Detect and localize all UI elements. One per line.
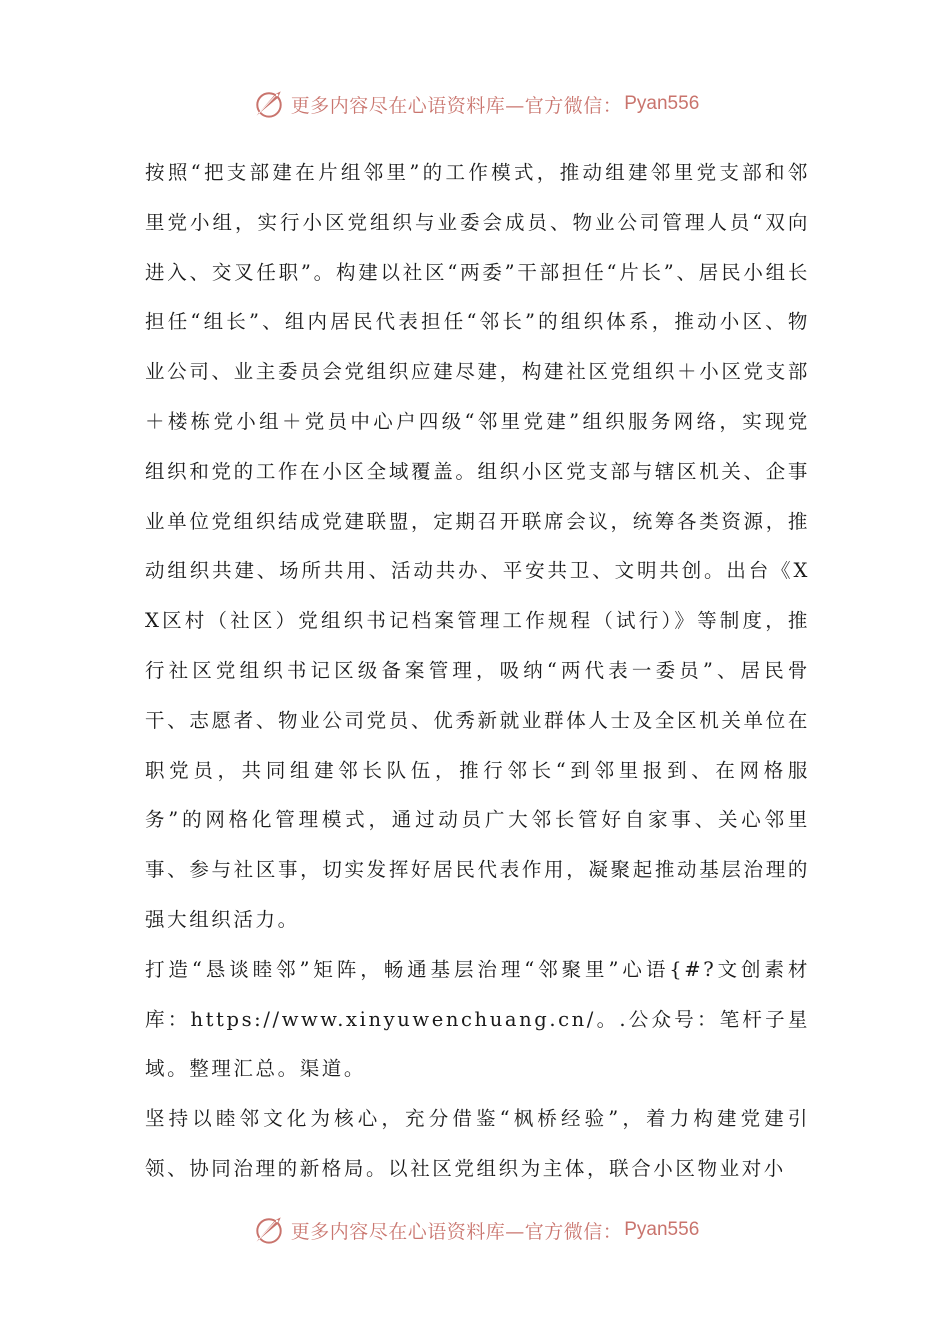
banner-wechat-id: Pyan556 [624,1219,700,1240]
paragraph-1: 按照“把支部建在片组邻里”的工作模式，推动组建邻里党支部和邻里党小组，实行小区党组织与业委会成员、物业公司管理人员“双向进入、交叉任职”。构建以社区“两委”干部担任“片长”、居民小组长担任“组长”、组内居民代表担任“邻长”的组织体系，推动小区、物业公司、业主委员会党组织应建尽建，构建社区党组织＋小区党支部＋楼栋党小组＋党员中心户四级“邻里党建”组织服务网络，实现党组织和党的工作在小区全域覆盖。组织小区党支部与辖区机关、企事业单位党组织结成党建联盟，定期召开联席会议，统筹各类资源，推动组织共建、场所共用、活动共办、平安共卫、文明共创。出台《XX区村（社区）党组织书记档案管理工作规程（试行）》等制度，推行社区党组织书记区级备案管理，吸纳“两代表一委员”、居民骨干、志愿者、物业公司党员、优秀新就业群体人士及全区机关单位在职党员，共同组建邻长队伍，推行邻长“到邻里报到、在网格服务”的网格化管理模式，通过动员广大邻长管好自家事、关心邻里事、参与社区事，切实发挥好居民代表作用，凝聚起推动基层治理的强大组织活力。 [145,161,810,931]
paragraph-3: 坚持以睦邻文化为核心，充分借鉴“枫桥经验”，着力构建党建引领、协同治理的新格局。以社区党组织为主体，联合小区物业对小 [145,1107,810,1180]
paragraph-2: 打造“恳谈睦邻”矩阵，畅通基层治理“邻聚里”心语{#?文创素材库：https://www.xinyuwenchuang.cn/。.公众号：笔杆子星域。整理汇总。渠道。 [145,957,810,1081]
document-body [145,148,810,1194]
pen-nib-logo-icon [251,86,287,122]
header-banner [0,84,950,124]
banner-text: 更多内容尽在心语资料库—官方微信： [290,94,623,117]
banner-text: 更多内容尽在心语资料库—官方微信： [290,1220,623,1243]
banner-wechat-id: Pyan556 [624,93,700,114]
footer-banner [0,1210,950,1250]
pen-nib-logo-icon [251,1212,287,1248]
